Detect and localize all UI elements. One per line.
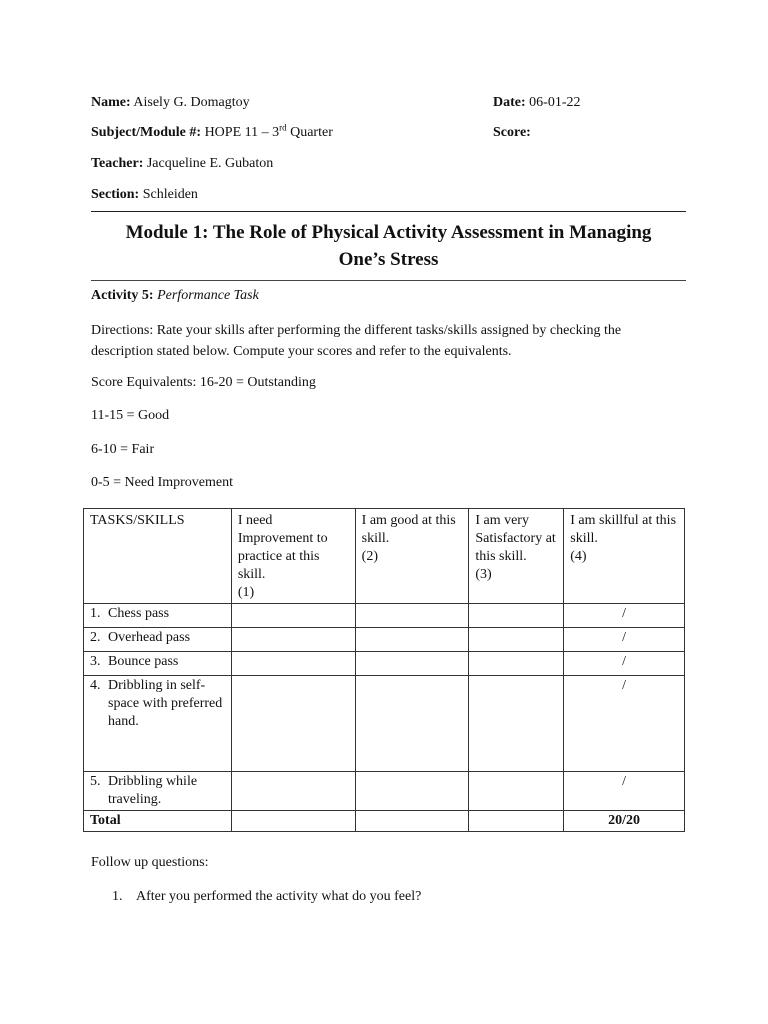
table-row (84, 652, 685, 676)
subject-value: HOPE 11 – 3rd Quarter (204, 122, 333, 140)
level-2-cell[interactable] (355, 772, 469, 811)
total-row (84, 811, 685, 832)
score-equivalent-2: 11-15 = Good (91, 408, 170, 423)
top-divider (91, 211, 686, 212)
level-2-cell[interactable] (355, 628, 469, 652)
level-3-cell[interactable] (469, 604, 564, 628)
score-field (493, 125, 531, 141)
table-row (84, 604, 685, 628)
score-equivalent-3: 6-10 = Fair (91, 442, 155, 457)
follow-up-heading: Follow up questions: (91, 855, 209, 870)
score-equivalent-1: Score Equivalents: 16-20 = Outstanding (91, 375, 316, 390)
task-cell: 3. Bounce pass (84, 652, 232, 676)
date-value: 06-01-22 (529, 95, 581, 110)
total-score: 20/20 (564, 811, 685, 832)
score-equivalent-4: 0-5 = Need Improvement (91, 475, 234, 490)
section-label: Section: (91, 187, 140, 202)
title-divider (91, 280, 686, 281)
table-row (84, 772, 685, 811)
level-3-cell[interactable] (469, 628, 564, 652)
task-cell: 5. Dribbling while traveling. (84, 772, 232, 811)
level-1-cell[interactable] (231, 652, 355, 676)
header-level-1: I need Improvement to practice at this skill. (1) (231, 509, 355, 604)
table-row (84, 628, 685, 652)
level-1-cell[interactable] (231, 772, 355, 811)
activity-heading (91, 288, 259, 304)
total-empty-cell (231, 811, 355, 832)
question-text: After you performed the activity what do you feel? (136, 889, 422, 904)
name-field (91, 95, 250, 111)
level-1-cell[interactable] (231, 676, 355, 772)
total-label: Total (84, 811, 232, 832)
level-2-cell[interactable] (355, 652, 469, 676)
header-level-3: I am very Satisfactory at this skill. (3) (469, 509, 564, 604)
total-empty-cell (469, 811, 564, 832)
teacher-value: Jacqueline E. Gubaton (146, 156, 274, 171)
teacher-label: Teacher: (91, 156, 144, 171)
date-field (493, 95, 580, 111)
level-2-cell[interactable] (355, 604, 469, 628)
check-mark[interactable]: / (564, 772, 685, 811)
table-header-row (84, 509, 685, 604)
task-cell: 4. Dribbling in self-space with preferred hand. (84, 676, 232, 772)
total-empty-cell (355, 811, 469, 832)
name-value: Aisely G. Domagtoy (133, 95, 250, 110)
section-field (91, 187, 198, 203)
level-3-cell[interactable] (469, 772, 564, 811)
activity-name: Performance Task (157, 288, 259, 303)
task-cell: 2. Overhead pass (84, 628, 232, 652)
score-label: Score: (493, 125, 531, 140)
table-row (84, 676, 685, 772)
header-tasks-skills: TASKS/SKILLS (84, 509, 232, 604)
directions-text: Directions: Rate your skills after performing the different tasks/skills assigned by checking the description stated below. Compute your scores and refer to the equivalents. (91, 323, 622, 359)
module-title: Module 1: The Role of Physical Activity Assessment in Managing One’s Stress (125, 222, 652, 270)
check-mark[interactable]: / (564, 628, 685, 652)
header-level-2: I am good at this skill. (2) (355, 509, 469, 604)
date-label: Date: (493, 95, 526, 110)
level-3-cell[interactable] (469, 676, 564, 772)
activity-label: Activity 5: (91, 288, 154, 303)
header-level-4: I am skillful at this skill. (4) (564, 509, 685, 604)
section-value: Schleiden (142, 187, 198, 202)
level-2-cell[interactable] (355, 676, 469, 772)
check-mark[interactable]: / (564, 652, 685, 676)
level-1-cell[interactable] (231, 628, 355, 652)
skills-table (83, 508, 685, 832)
level-3-cell[interactable] (469, 652, 564, 676)
check-mark[interactable]: / (564, 676, 685, 772)
subject-field (91, 122, 333, 141)
question-number: 1. (112, 889, 123, 904)
subject-label: Subject/Module #: (91, 125, 202, 140)
level-1-cell[interactable] (231, 604, 355, 628)
question-1 (112, 889, 421, 905)
name-label: Name: (91, 95, 131, 110)
task-cell: 1. Chess pass (84, 604, 232, 628)
teacher-field (91, 156, 273, 172)
check-mark[interactable]: / (564, 604, 685, 628)
